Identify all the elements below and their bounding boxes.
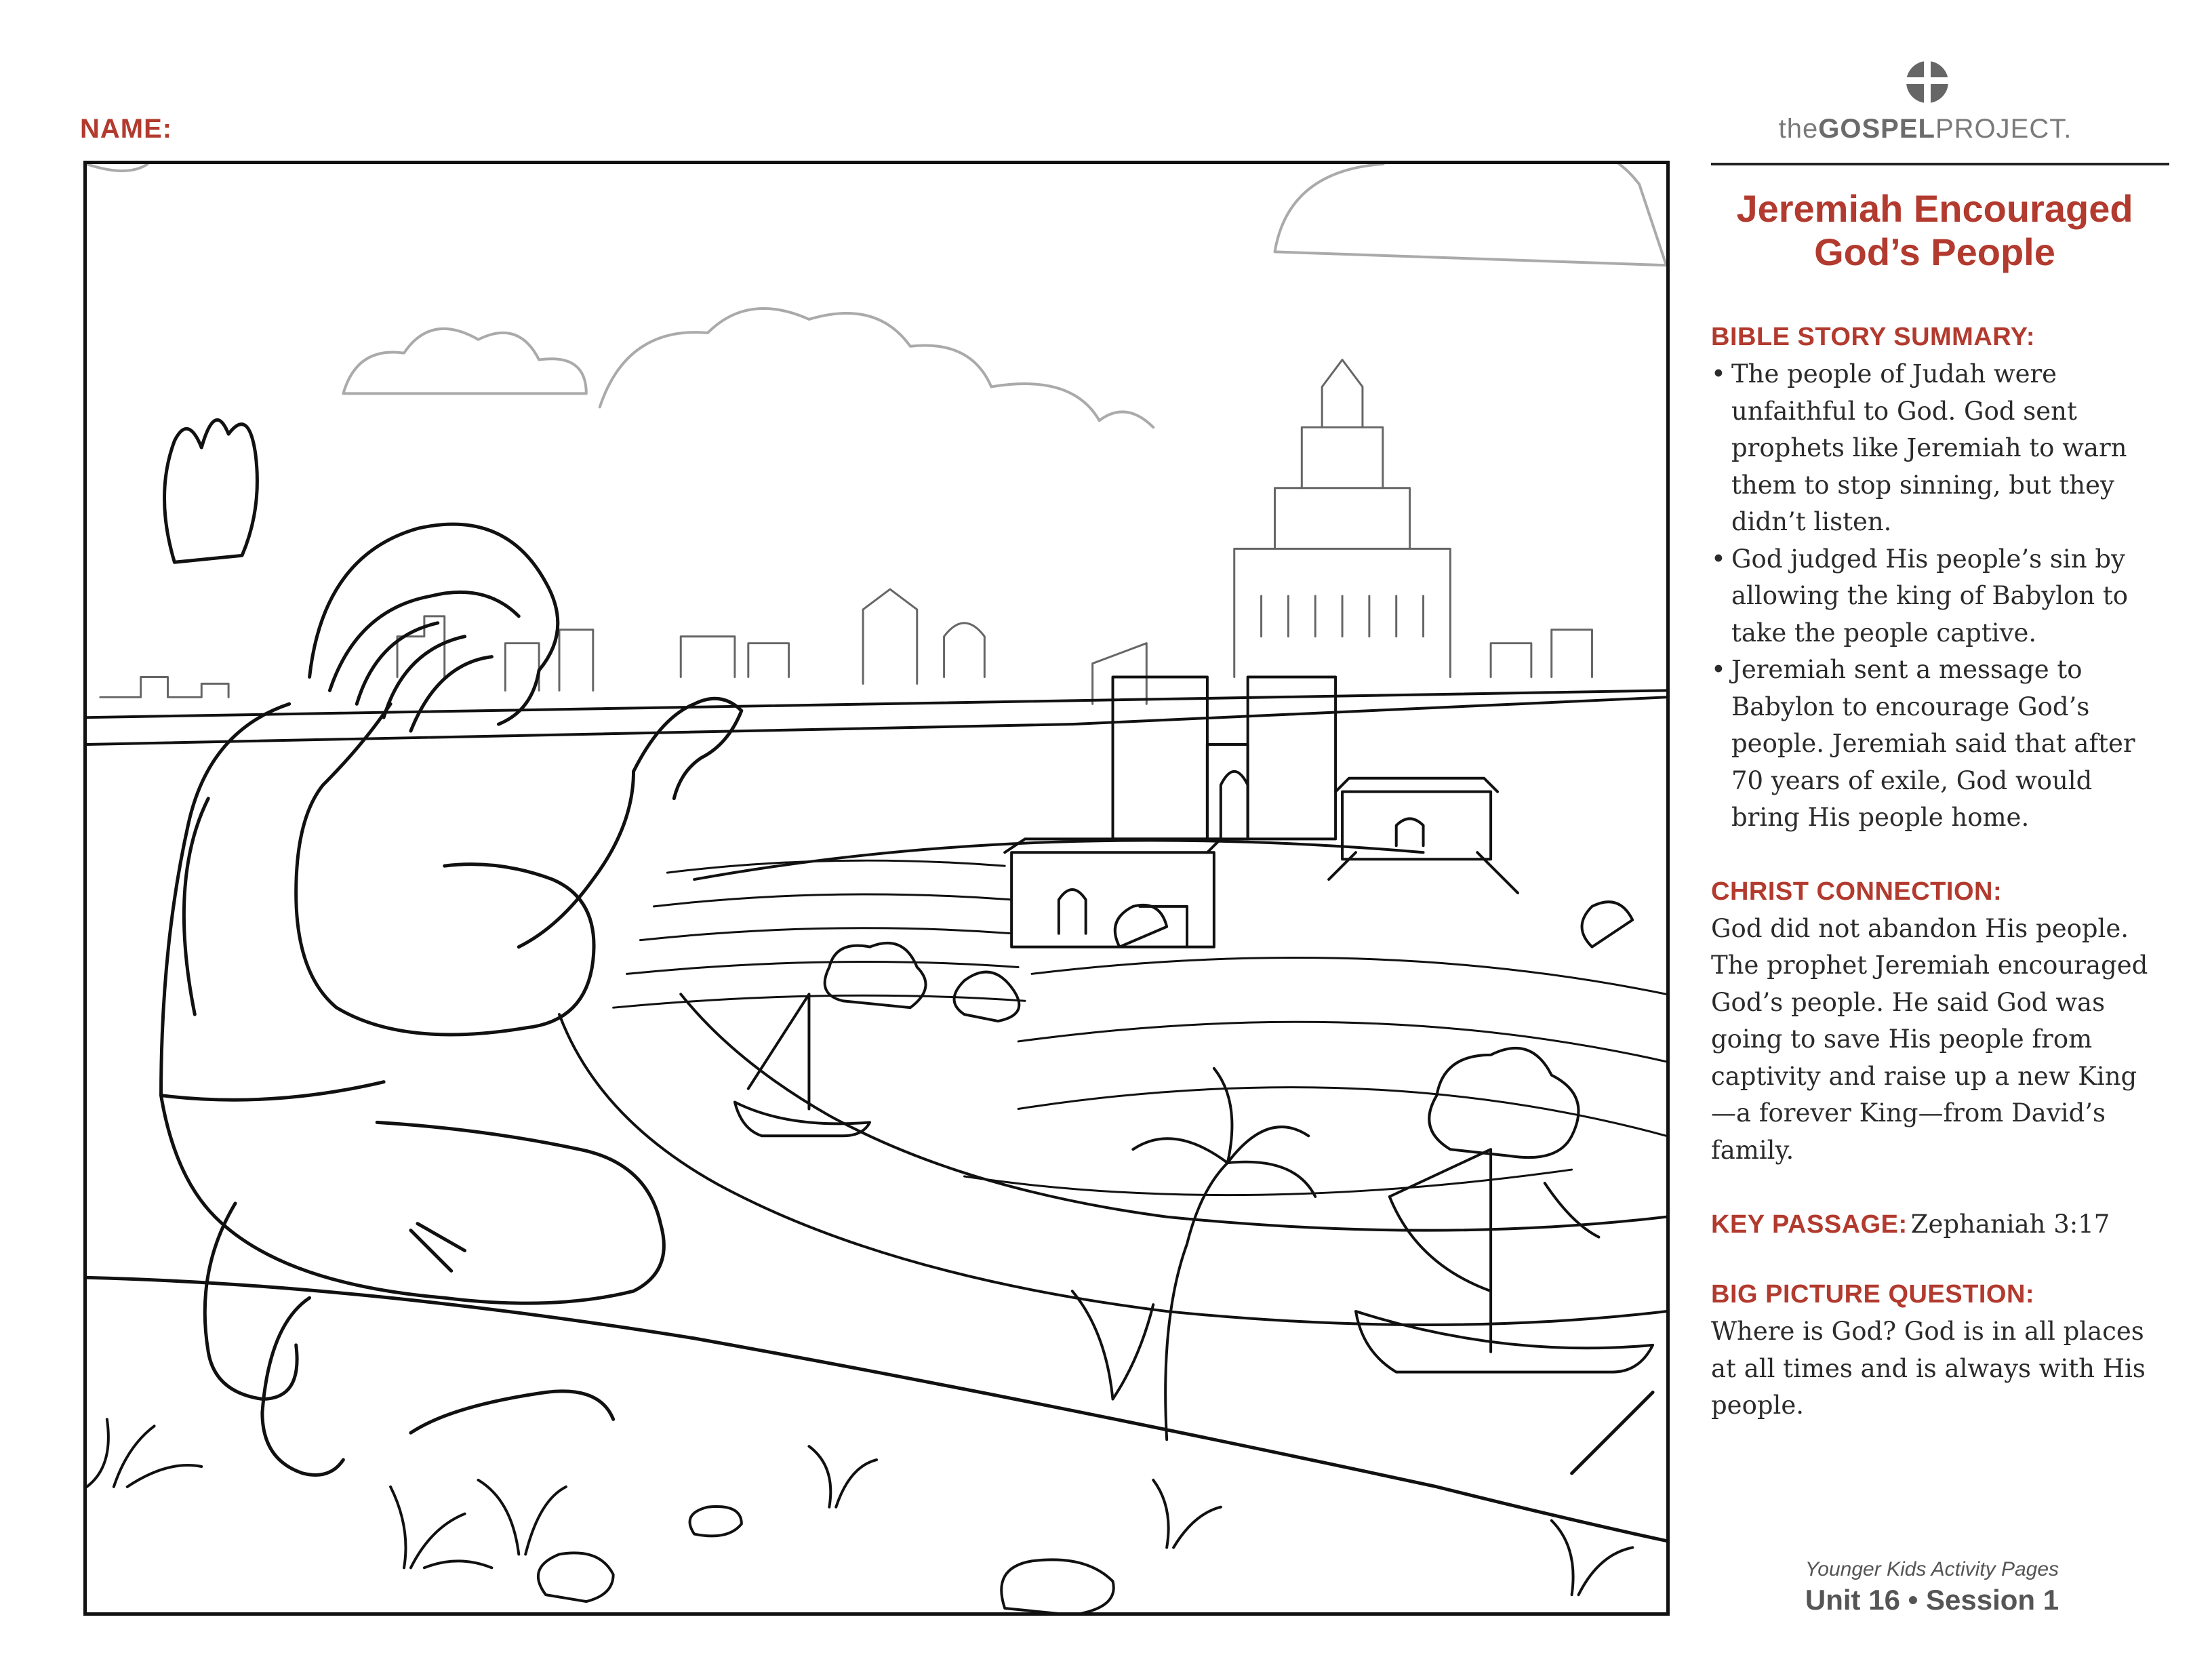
- jeremiah-figure: [161, 420, 742, 1475]
- summary-list: [1711, 356, 2158, 837]
- village-buildings: [1005, 778, 1518, 947]
- cross-circle-icon: [1905, 60, 1950, 104]
- clouds: [87, 164, 1666, 427]
- city-skyline: [100, 360, 1592, 704]
- christ-connection-text: God did not abandon His people. The prophet Jeremiah encouraged God’s people. He said God was going to save His people from captivity and raise up a new King—a forever King—from David’s family.: [1711, 913, 2148, 1165]
- christ-connection-heading: CHRIST CONNECTION:: [1711, 877, 2003, 906]
- bushes: [825, 902, 1633, 1157]
- coloring-illustration: [83, 161, 1670, 1616]
- logo-prefix: the: [1778, 114, 1819, 144]
- footer-session: Unit 16 • Session 1: [1805, 1584, 2059, 1616]
- summary-item: • God judged His people’s sin by allowing the king of Babylon to take the people captive.: [1711, 541, 2158, 652]
- title-line-2: God’s People: [1814, 231, 2055, 273]
- summary-item: • Jeremiah sent a message to Babylon to encourage God’s people. Jeremiah said that after 70 years of exile, God would bring His people home.: [1711, 652, 2158, 837]
- header-divider: [1711, 163, 2169, 165]
- logo-wordmark: [1763, 114, 2088, 144]
- footer-series: Younger Kids Activity Pages: [1805, 1558, 2059, 1580]
- summary-item: • The people of Judah were unfaithful to God. God sent prophets like Jeremiah to warn them to stop sinning, but they didn’t listen.: [1711, 356, 2158, 541]
- big-picture-text: Where is God? God is in all places at all times and is always with His people.: [1711, 1317, 2146, 1420]
- title-line-1: Jeremiah Encouraged: [1736, 187, 2133, 230]
- hill: [87, 1277, 1666, 1540]
- key-passage: [1711, 1210, 2158, 1239]
- palm-trees: [1072, 1069, 1315, 1439]
- summary-heading: BIBLE STORY SUMMARY:: [1711, 323, 2035, 351]
- page-title: [1711, 187, 2158, 274]
- key-passage-value: Zephaniah 3:17: [1910, 1210, 2110, 1239]
- grass-rocks: [87, 1419, 1632, 1612]
- gospel-project-logo: [1763, 60, 2088, 148]
- river: [559, 994, 1666, 1325]
- logo-strong: GOSPEL: [1818, 114, 1935, 144]
- logo-suffix: PROJECT.: [1935, 114, 2072, 144]
- footer: [1735, 1558, 2129, 1616]
- key-passage-heading: KEY PASSAGE:: [1711, 1210, 1908, 1239]
- name-label: NAME:: [80, 114, 173, 144]
- info-panel: [1711, 187, 2158, 1425]
- big-picture-heading: BIG PICTURE QUESTION:: [1711, 1280, 2035, 1309]
- boats: [735, 994, 1653, 1372]
